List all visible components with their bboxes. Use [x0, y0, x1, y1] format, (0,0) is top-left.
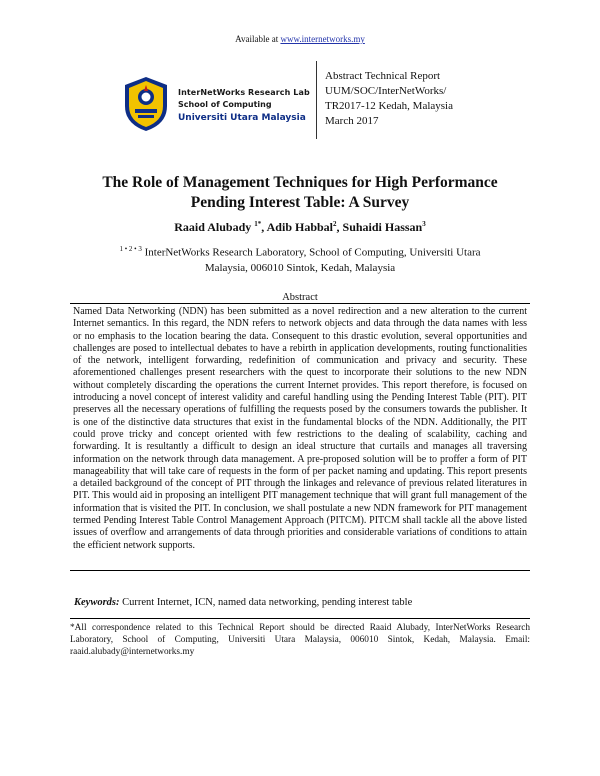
- keywords-text: Current Internet, ICN, named data networking, pending interest table: [122, 597, 413, 608]
- author-name: Suhaidi Hassan: [342, 220, 423, 234]
- report-info: [325, 69, 453, 129]
- website-link[interactable]: www.internetworks.my: [280, 34, 365, 44]
- abstract-box: [70, 303, 530, 571]
- author-sup: 1*: [254, 220, 262, 228]
- affiliation-line: Malaysia, 006010 Sintok, Kedah, Malaysia: [204, 261, 396, 274]
- report-line: UUM/SOC/InterNetWorks/: [325, 85, 447, 97]
- affiliation-sup: 1 • 2 • 3: [119, 245, 142, 253]
- university-logo: [60, 61, 316, 139]
- uum-emblem-icon: [122, 76, 170, 132]
- keywords: [74, 597, 412, 608]
- lab-name: InterNetWorks Research Lab: [178, 88, 310, 97]
- availability-prefix: Available at: [235, 34, 281, 44]
- title-line: Pending Interest Table: A Survey: [190, 194, 410, 211]
- school-name: School of Computing: [178, 100, 272, 109]
- author-name: Adib Habbal: [266, 220, 334, 234]
- report-header: [60, 61, 480, 139]
- correspondence-footnote: *All correspondence related to this Technical Report should be directed Raaid Alubady, InterNetWorks Research Laboratory, School of Computing, Universiti Utara Malaysia, 006010 Sintok, Kedah, Malaysia. Email: raaid.alubady@internetworks.my: [70, 618, 530, 658]
- university-name: Universiti Utara Malaysia: [178, 113, 306, 123]
- report-line: Abstract Technical Report: [325, 70, 441, 82]
- availability-line: [0, 34, 600, 44]
- report-line: TR2017-12 Kedah, Malaysia: [325, 100, 453, 112]
- header-divider: [316, 61, 317, 139]
- author-sup: 2: [333, 220, 337, 228]
- affiliation: [60, 242, 540, 276]
- affiliation-line: InterNetWorks Research Laboratory, School of Computing, Universiti Utara: [144, 246, 481, 259]
- paper-title: [60, 173, 540, 213]
- report-line: March 2017: [325, 115, 379, 127]
- author-sup: 3: [422, 220, 426, 228]
- author-list: Raaid Alubady $^{1*}$, Adib Habbal$^2$, Suhaidi Hassan$^3$: [174, 220, 426, 234]
- keywords-label: Keywords:: [74, 597, 120, 608]
- abstract-heading: Abstract: [282, 292, 318, 303]
- title-line: The Role of Management Techniques for High Performance: [102, 174, 498, 191]
- author-name: Raaid Alubady: [174, 220, 252, 234]
- abstract-text: Named Data Networking (NDN) has been submitted as a novel redirection and a new alteration to the current Internet semantics. In this regard, the NDN refers to network objects and data through the data names with less or no emphasis to the location bearing the data. Consequent to this drastic evolution, several opportunities and challenges are posed to intellectual debates to have a rebirth in application developments, routing functionalities of the network, intelligent forwarding, redefinition of communication and privacy and security. These aforementioned challenges present researchers with the quest to incorporate their solutions to the new NDN without completely discarding the operations the current Internet provides. This report therefore, is focused on introducing a novel concept of interest validity and careful handling using the Pending Interest Table (PIT). PIT preserves all the necessary operations of fulfilling the requests posed by the consumers towards the publisher. It is one of the distinctive data structures that exist in the fundamental blocks of the NDN. Additionally, the PIT could prove tricky and concept oriented with few restrictions to the dealing of scalability, caching and forwarding. It is resultantly a difficult to design an ideal structure that curtails and manages all traversing information on the network through data management. A pre-proposed solution will be to proffer a form of PIT manageability that will take care of requests in the form of per packet naming and updating. This report presents a detailed background of the concept of PIT through the linkages and relevance of previous related literatures in PIT. This would aid in proposing an intelligent PIT management technique that will grant full management of the information that is visited the PIT. In conclusion, we shall postulate a new NDN framework for PIT management termed Pending Interest Table Control Management Approach (PITCM). PITCM shall tackle all the above listed issues of overflow and arrangements of data through priorities and considerable variations of conditions to attain the efficient network supports.: [73, 306, 527, 551]
